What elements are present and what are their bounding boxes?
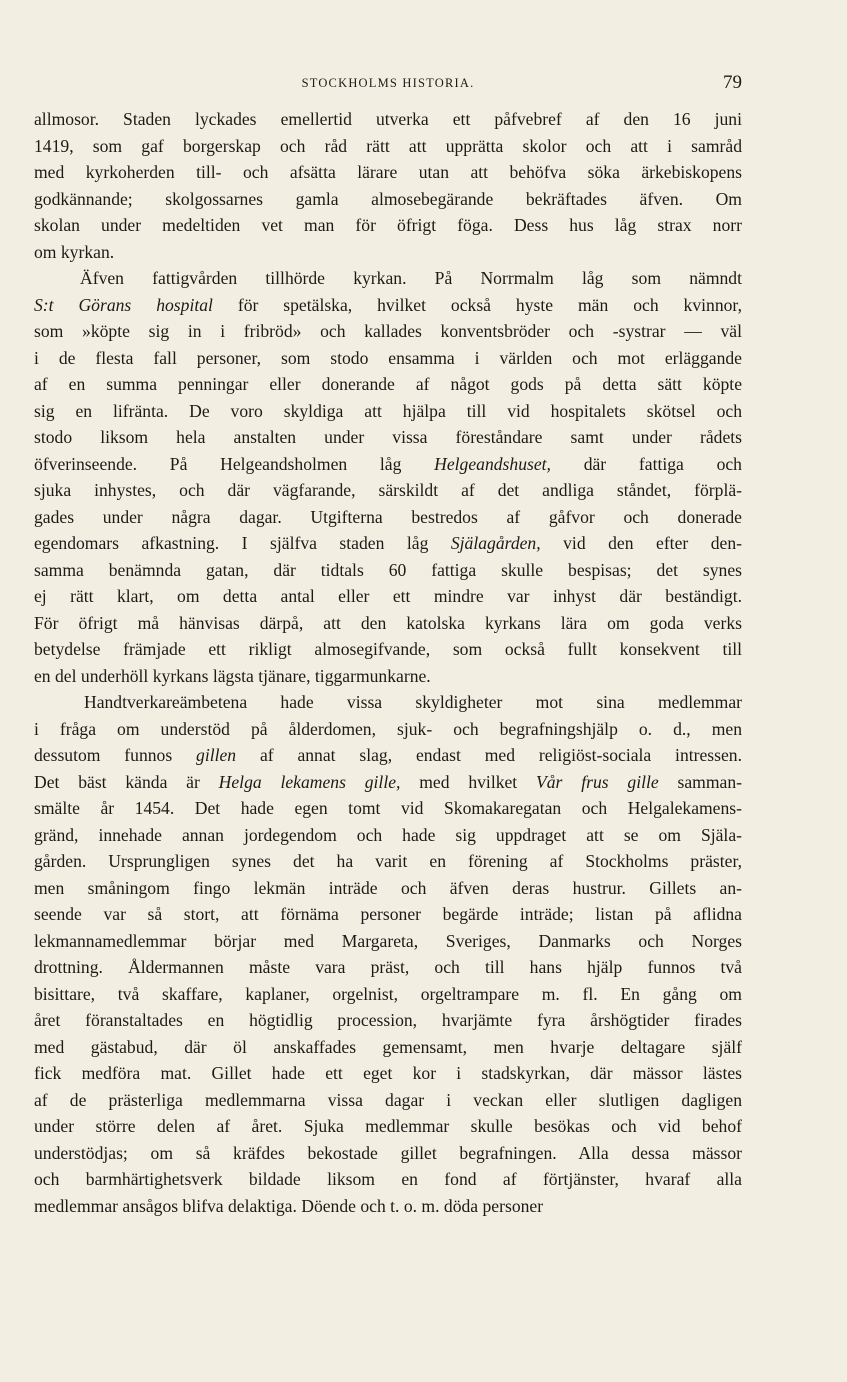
line-text: vid den efter den- — [540, 533, 742, 553]
text-line — [34, 239, 742, 266]
line-text: godkännande; skolgossarnes gamla almosebegärande bekräftades äfven. Om — [34, 188, 742, 209]
text-line — [34, 928, 742, 955]
line-text: med hvilket — [400, 771, 537, 792]
text-line — [34, 1060, 742, 1087]
text-line — [34, 583, 742, 610]
body-text — [34, 106, 742, 1219]
line-text: understödjas; om så kräfdes bekostade gillet begrafningen. Alla dessa mässor — [34, 1142, 742, 1163]
text-line — [34, 133, 742, 160]
text-line — [34, 742, 742, 769]
line-text: med kyrkoherden till- och afsätta lärare utan att behöfva söka ärkebiskopens — [34, 162, 742, 182]
line-text: gränd, innehade annan jordegendom och hade sig uppdraget att se om Själa- — [34, 824, 742, 845]
text-line — [34, 822, 742, 849]
line-text: 1419, som gaf borgerskap och råd rätt att upprätta skolor och att i samråd — [34, 135, 742, 156]
text-line — [34, 981, 742, 1008]
line-text: i de flesta fall personer, som stodo ensamma i världen och mot erläggande — [34, 347, 742, 368]
line-text: smälte år 1454. Det hade egen tomt vid Skomakaregatan och Helgalekamens- — [34, 798, 742, 818]
line-text: där fattiga och — [550, 453, 742, 474]
line-text: sig en lifränta. De voro skyldiga att hjälpa till vid hospitalets skötsel och — [34, 400, 742, 421]
line-text: lekmannamedlemmar börjar med Margareta, Sveriges, Danmarks och Norges — [34, 930, 742, 951]
text-line — [34, 610, 742, 637]
text-line — [34, 795, 742, 822]
line-text: gades under några dagar. Utgifterna bestredos af gåfvor och donerade — [34, 506, 742, 527]
text-line — [34, 345, 742, 372]
text-line — [34, 477, 742, 504]
text-line — [34, 265, 742, 292]
text-line — [34, 901, 742, 928]
text-line — [34, 504, 742, 531]
text-line — [34, 1113, 742, 1140]
page-number: 79 — [723, 72, 742, 93]
text-line — [34, 530, 742, 557]
line-text: Det bäst kända är — [34, 771, 219, 792]
line-text: skolan under medeltiden vet man för öfrigt föga. Dess hus låg strax norr — [34, 215, 742, 235]
text-line — [34, 848, 742, 875]
text-line — [34, 186, 742, 213]
line-text: medlemmar ansågos blifva delaktiga. Döende och t. o. m. döda personer — [34, 1195, 544, 1216]
text-line — [34, 557, 742, 584]
line-text: af en summa penningar eller donerande af något gods på detta sätt köpte — [34, 374, 742, 394]
line-text: med gästabud, där öl anskaffades gemensamt, men hvarje deltagare själf — [34, 1036, 742, 1057]
line-text: och barmhärtighetsverk bildade liksom en fond af förtjänster, hvaraf alla — [34, 1169, 742, 1189]
italic-term: S:t Görans hospital — [34, 294, 213, 315]
text-line — [34, 106, 742, 133]
text-line — [34, 954, 742, 981]
text-line — [34, 663, 742, 690]
italic-term: gillen — [196, 745, 237, 765]
text-line — [34, 398, 742, 425]
line-text: samman- — [658, 771, 742, 792]
text-line — [34, 292, 742, 319]
line-text: seende var så stort, att förnäma personer begärde inträde; listan på aflidna — [34, 904, 742, 924]
line-text: dessutom funnos — [34, 745, 197, 765]
text-line — [34, 318, 742, 345]
line-text: betydelse främjade ett rikligt almosegifvande, som också fullt konsekvent till — [34, 639, 742, 659]
italic-term: Själagården, — [450, 533, 541, 553]
line-text: under större delen af året. Sjuka medlemmar skulle besökas och vid behof — [34, 1116, 742, 1136]
text-line — [34, 159, 742, 186]
text-line — [34, 1034, 742, 1061]
line-text: fick medföra mat. Gillet hade ett eget kor i stadskyrkan, där mässor lästes — [34, 1063, 742, 1083]
text-line — [34, 875, 742, 902]
line-text: Äfven fattigvården tillhörde kyrkan. På Norrmalm låg som nämndt — [80, 268, 742, 288]
line-text: sjuka inhystes, och där vägfarande, särskildt af det andliga ståndet, förplä- — [34, 480, 742, 500]
line-text: allmosor. Staden lyckades emellertid utverka ett påfvebref af den 16 juni — [34, 109, 742, 129]
line-text: af de prästerliga medlemmarna vissa dagar i veckan eller slutligen dagligen — [34, 1089, 742, 1110]
line-text: samma benämnda gatan, där tidtals 60 fattiga skulle bespisas; det synes — [34, 559, 742, 580]
text-line — [34, 1193, 742, 1220]
text-line — [34, 371, 742, 398]
line-text: gården. Ursprungligen synes det ha varit en förening af Stockholms präster, — [34, 851, 742, 871]
text-line — [34, 769, 742, 796]
line-text: om kyrkan. — [34, 241, 115, 262]
line-text: drottning. Åldermannen måste vara präst, och till hans hjälp funnos två — [34, 957, 742, 977]
line-text: för spetälska, hvilket också hyste män och kvinnor, — [212, 294, 742, 315]
line-text: året föranstaltades en högtidlig procession, hvarjämte fyra årshögtider firades — [34, 1010, 742, 1030]
line-text: ej rätt klart, om detta antal eller ett mindre var inhyst där beständigt. — [34, 586, 742, 606]
text-line — [34, 424, 742, 451]
running-head — [34, 72, 742, 96]
text-line — [34, 689, 742, 716]
line-text: en del underhöll kyrkans lägsta tjänare, tiggarmunkarne. — [34, 665, 431, 686]
line-text: För öfrigt må hänvisas därpå, att den katolska kyrkans lära om goda verks — [34, 612, 742, 633]
italic-term: Vår frus gille — [536, 771, 659, 792]
text-line — [34, 1166, 742, 1193]
line-text: bisittare, två skaffare, kaplaner, orgelnist, orgeltrampare m. fl. En gång om — [34, 983, 742, 1004]
text-line — [34, 1140, 742, 1167]
text-line — [34, 212, 742, 239]
text-line — [34, 716, 742, 743]
line-text: som »köpte sig in i fribröd» och kallades konventsbröder och -systrar — väl — [34, 321, 742, 341]
line-text: af annat slag, endast med religiöst-sociala intressen. — [236, 745, 742, 765]
line-text: i fråga om understöd på ålderdomen, sjuk- och begrafningshjälp o. d., men — [34, 718, 742, 739]
italic-term: Helga lekamens gille, — [218, 771, 401, 792]
line-text: stodo liksom hela anstalten under vissa föreståndare samt under rådets — [34, 427, 742, 447]
line-text: men småningom fingo lekmän inträde och äfven deras hustrur. Gillets an- — [34, 877, 742, 898]
text-line — [34, 636, 742, 663]
text-line — [34, 451, 742, 478]
italic-term: Helgeandshuset, — [434, 453, 551, 474]
line-text: egendomars afkastning. I själfva staden låg — [34, 533, 451, 553]
line-text: öfverinseende. På Helgeandsholmen låg — [34, 453, 435, 474]
running-title: STOCKHOLMS HISTORIA. — [301, 76, 475, 90]
text-line — [34, 1007, 742, 1034]
text-line — [34, 1087, 742, 1114]
line-text: Handtverkareämbetena hade vissa skyldigheter mot sina medlemmar — [84, 692, 742, 712]
